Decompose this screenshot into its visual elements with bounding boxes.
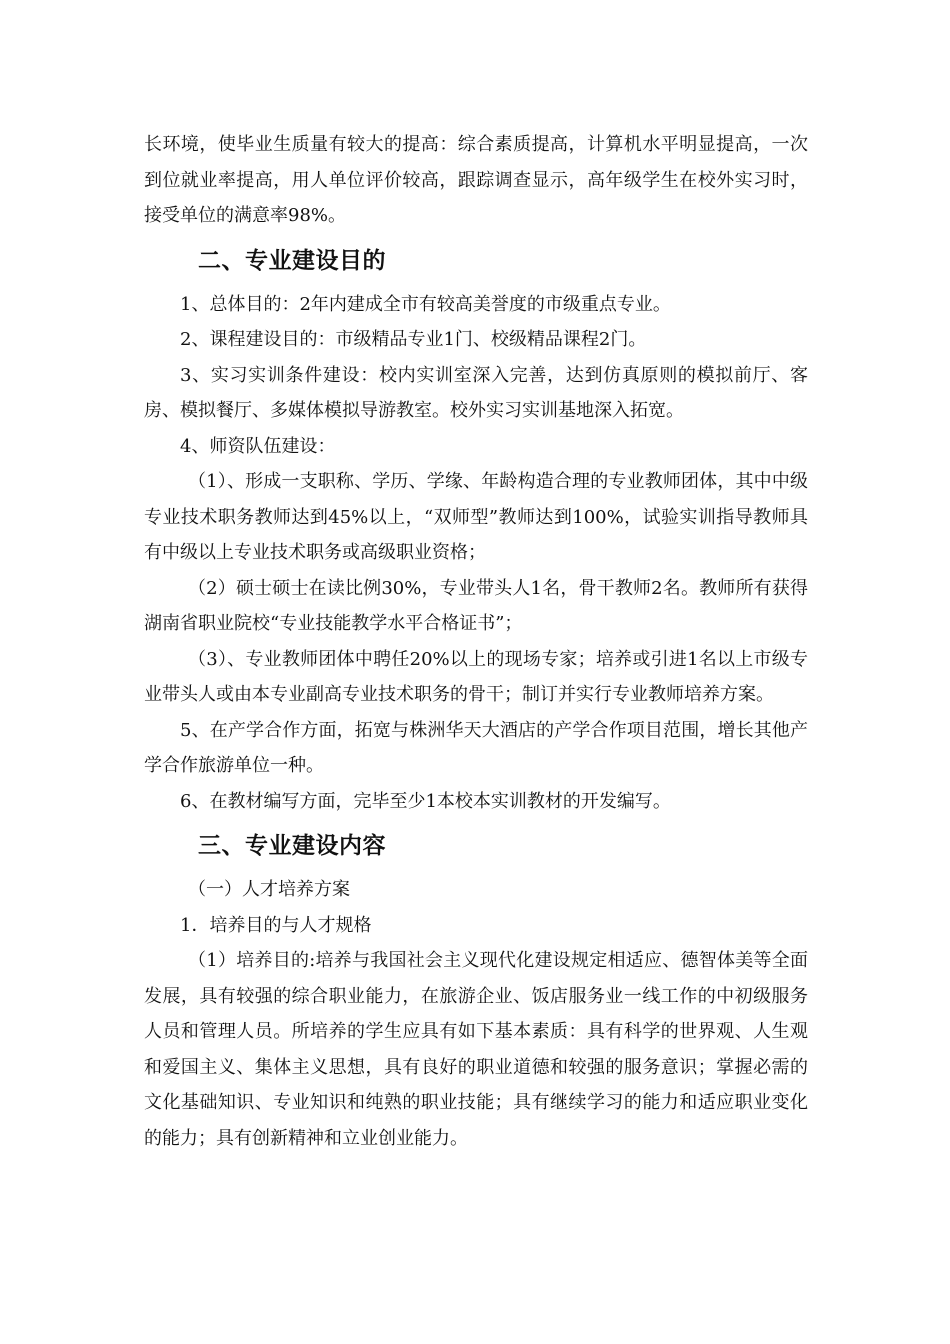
section2-item-2: 2、课程建设目的：市级精品专业1门、校级精品课程2门。 [180, 329, 647, 350]
section2-subitem-1: （1）、形成一支职称、学历、学缘、年龄构造合理的专业教师团体，其中中级专业技术职务教师达到45%以上，“双师型”教师达到100%，试验实训指导教师具有中级以上专业技术职务或高级职业资格； [144, 471, 808, 563]
section2-item-1: 1、总体目的：2年内建成全市有较高美誉度的市级重点专业。 [180, 293, 671, 315]
section3-item-1: 1．培养目的与人才规格 [180, 914, 372, 936]
section3-heading: 三、专业建设内容 [198, 833, 386, 859]
intro-paragraph: 长环境，使毕业生质量有较大的提高：综合素质提高，计算机水平明显提高，一次到位就业率提高，用人单位评价较高，跟踪调查显示，高年级学生在校外实习时，接受单位的满意率98%。 [144, 134, 808, 226]
section2-item-3: 3、实习实训条件建设：校内实训室深入完善，达到仿真原则的模拟前厅、客房、模拟餐厅、多媒体模拟导游教室。校外实习实训基地深入拓宽。 [144, 364, 808, 421]
document-body [144, 127, 808, 1156]
section2-item-5: 5、在产学合作方面，拓宽与株洲华天大酒店的产学合作项目范围，增长其他产学合作旅游单位一种。 [144, 719, 808, 776]
section3-subheading: （一）人才培养方案 [188, 879, 350, 900]
section2-item-6: 6、在教材编写方面，完毕至少1本校本实训教材的开发编写。 [180, 790, 671, 812]
section2-heading: 二、专业建设目的 [198, 247, 386, 274]
section2-subitem-3: （3）、专业教师团体中聘任20%以上的现场专家；培养或引进1名以上市级专业带头人或由本专业副高专业技术职务的骨干；制订并实行专业教师培养方案。 [144, 648, 808, 705]
section2-subitem-2: （2）硕士硕士在读比例30%，专业带头人1名，骨干教师2名。教师所有获得湖南省职业院校“专业技能教学水平合格证书”； [144, 577, 808, 634]
section2-item-4: 4、师资队伍建设： [180, 435, 336, 457]
section3-item-1-1: （1）培养目的:培养与我国社会主义现代化建设规定相适应、德智体美等全面发展，具有较强的综合职业能力，在旅游企业、饭店服务业一线工作的中初级服务人员和管理人员。所培养的学生应具有如下基本素质：具有科学的世界观、人生观和爱国主义、集体主义思想，具有良好的职业道德和较强的服务意识；掌握必需的文化基础知识、专业知识和纯熟的职业技能；具有继续学习的能力和适应职业变化的能力；具有创新精神和立业创业能力。 [144, 950, 808, 1149]
